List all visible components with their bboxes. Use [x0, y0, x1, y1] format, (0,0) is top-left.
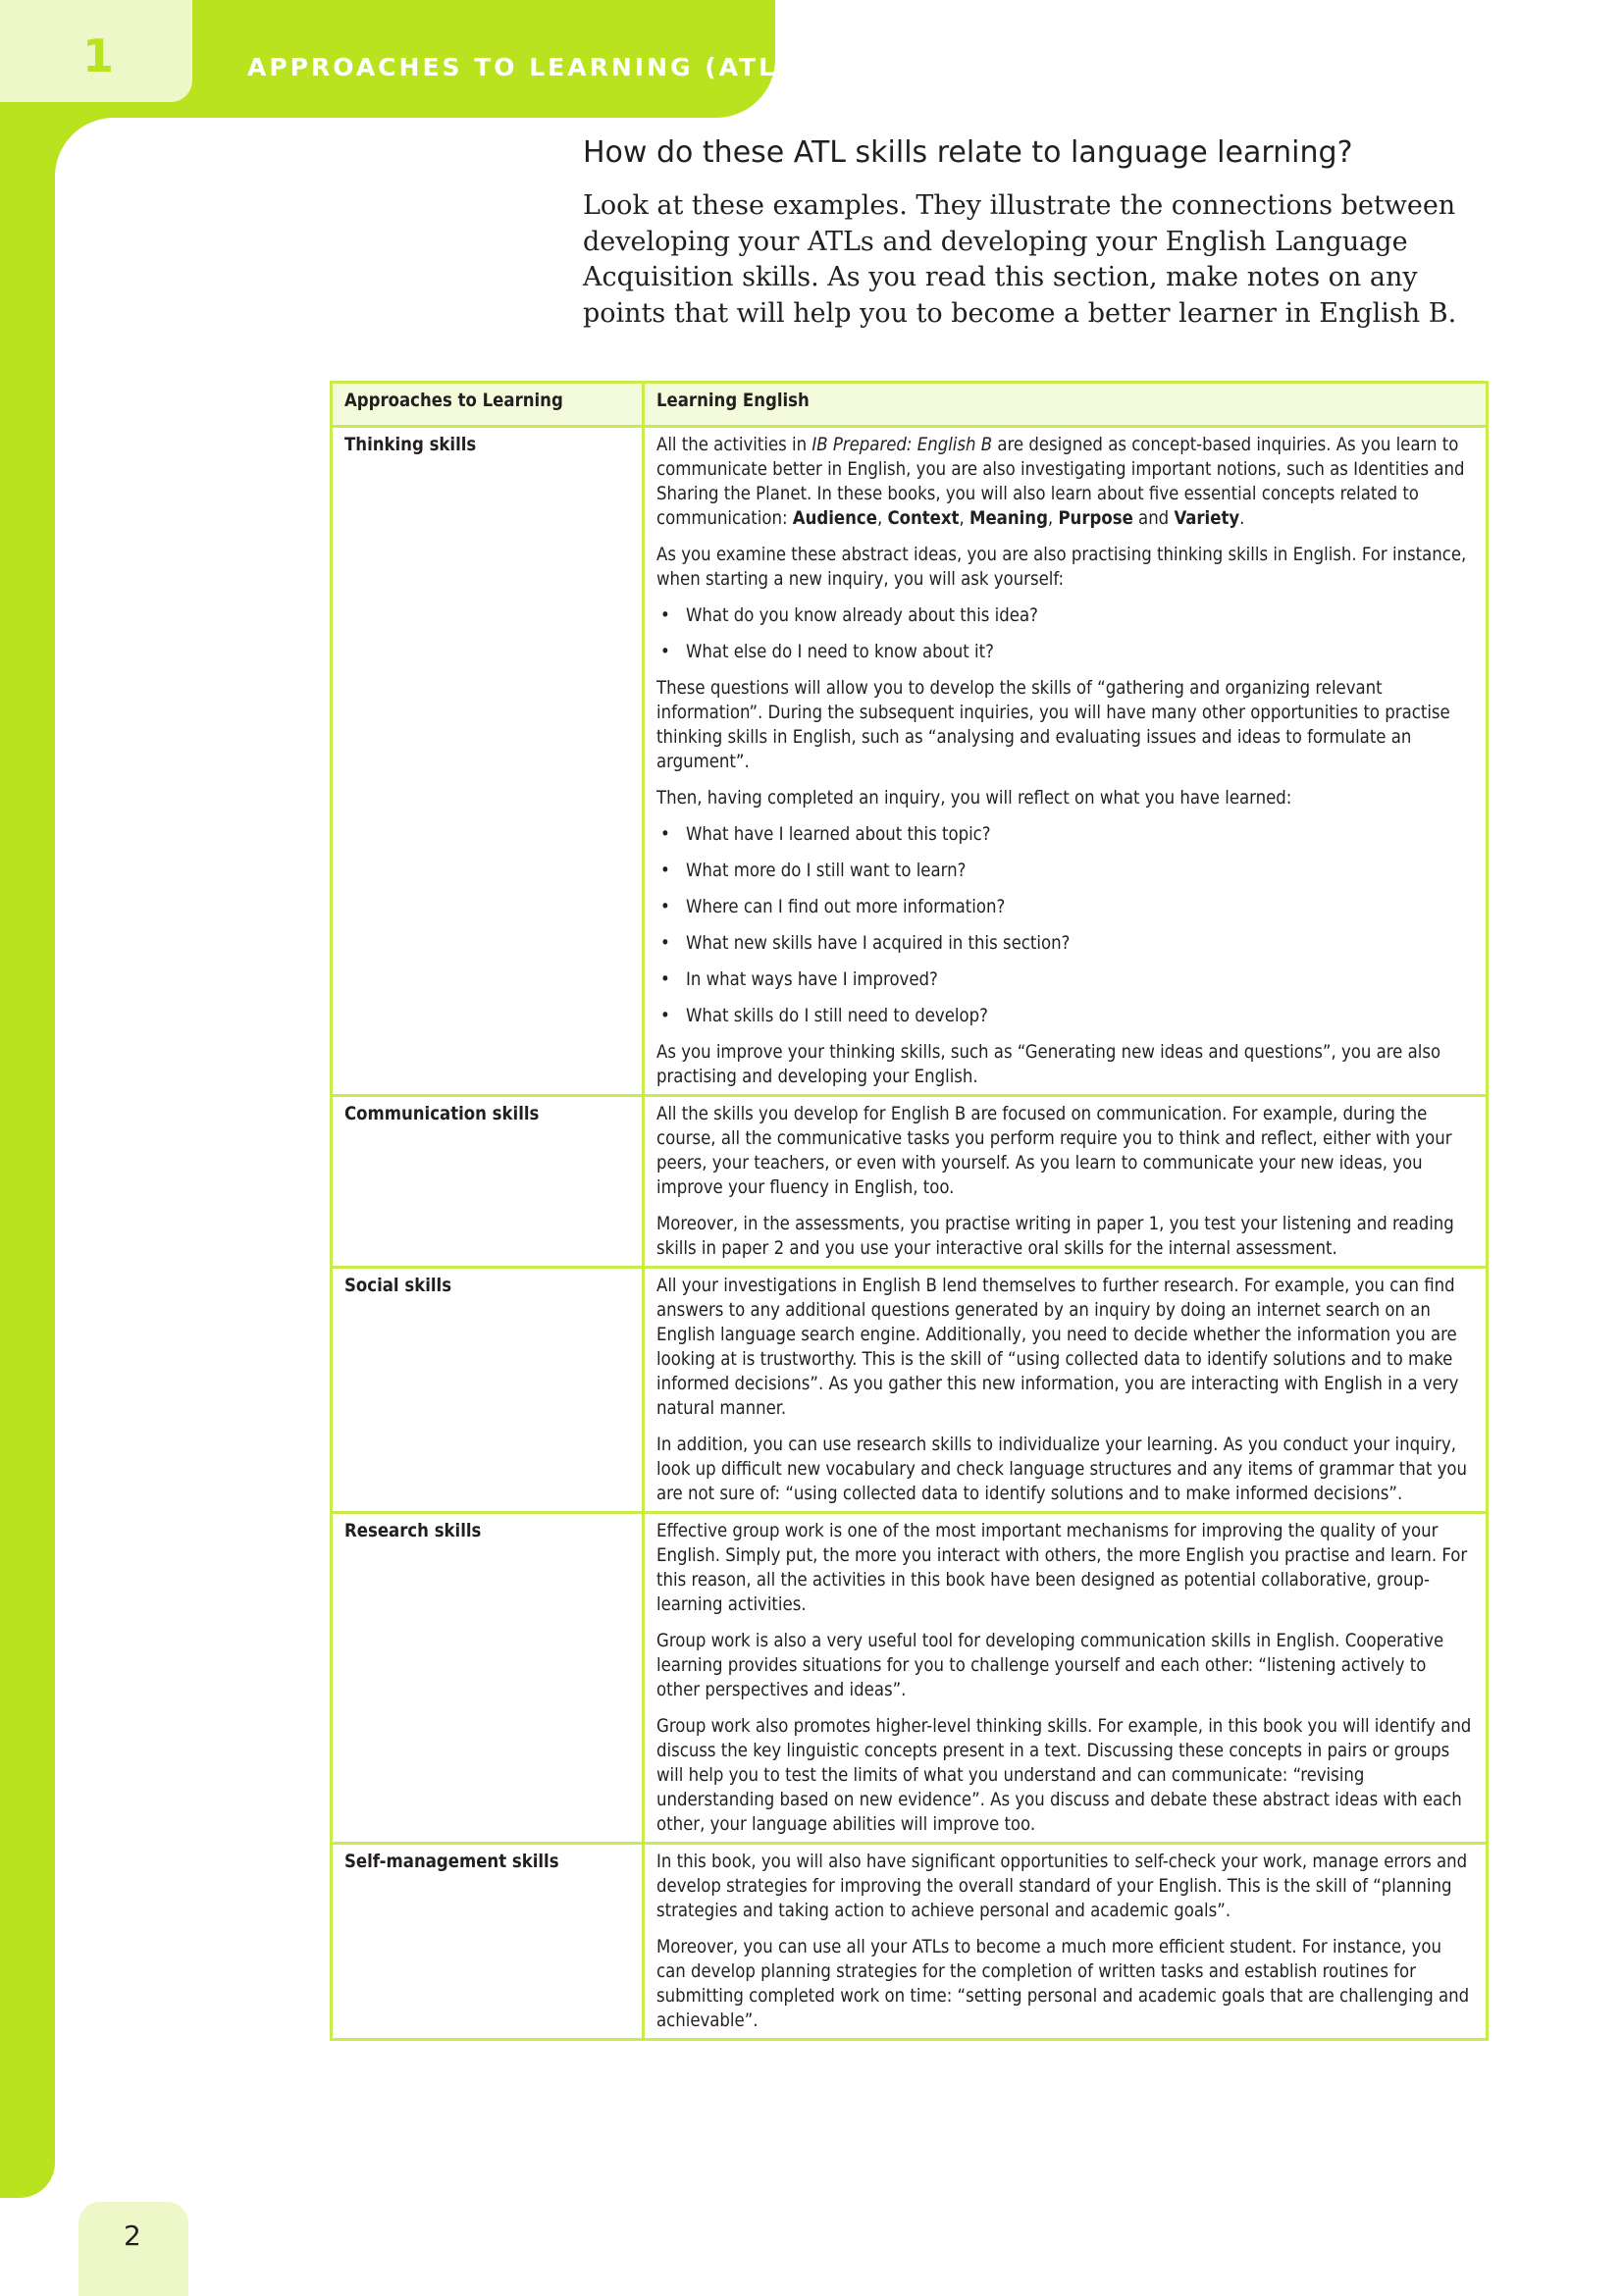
skill-label: Communication skills	[332, 1096, 644, 1268]
table-header-row	[332, 383, 1488, 427]
paragraph: As you examine these abstract ideas, you are also practising thinking skills in English. For instance, when starting a new inquiry, you will ask yourself:	[656, 545, 1467, 590]
skill-description	[644, 1268, 1488, 1513]
reflection-list	[656, 822, 1474, 1028]
chapter-number: 1	[82, 29, 115, 82]
skill-label: Research skills	[332, 1513, 644, 1844]
column-header-approaches: Approaches to Learning	[332, 383, 644, 427]
paragraph: In addition, you can use research skills to individualize your learning. As you conduct your inquiry, look up difficult new vocabulary and check language structures and any items of grammar that you are not sure of: “using collected data to identify solutions and to make informed decisions”.	[656, 1435, 1468, 1504]
chapter-title: APPROACHES TO LEARNING (ATLs)	[247, 53, 810, 81]
paragraph: Group work also promotes higher-level thinking skills. For example, in this book you will identify and discuss the key linguistic concepts present in a text. Discussing these concepts in pairs or groups will help you to test the limits of what you understand and can communicate: “revising understanding based on new evidence”. As you discuss and debate these abstract ideas with each other, your language abilities will improve too.	[656, 1716, 1472, 1835]
paragraph: Group work is also a very useful tool for developing communication skills in English. Cooperative learning provides situations for you to challenge yourself and each other: “listening actively to other perspectives and ideas”.	[656, 1631, 1444, 1700]
skill-description	[644, 1096, 1488, 1268]
question-list	[656, 603, 1474, 664]
skill-label: Thinking skills	[332, 427, 644, 1096]
list-item: • What have I learned about this topic?	[656, 822, 1474, 847]
column-header-learning-english: Learning English	[644, 383, 1488, 427]
list-item: • What else do I need to know about it?	[656, 640, 1474, 664]
table-row-thinking	[332, 427, 1488, 1096]
skill-label: Social skills	[332, 1268, 644, 1513]
list-item: • What new skills have I acquired in this section?	[656, 931, 1474, 956]
table-row-self-management	[332, 1844, 1488, 2040]
skill-description	[644, 1513, 1488, 1844]
skill-description	[644, 1844, 1488, 2040]
list-item: • In what ways have I improved?	[656, 967, 1474, 992]
table-row-research	[332, 1513, 1488, 1844]
paragraph: Moreover, you can use all your ATLs to become a much more efficient student. For instance, you can develop planning strategies for the completion of written tasks and establish routines for submitting completed work on time: “setting personal and academic goals that are challenging and achievable”.	[656, 1937, 1470, 2031]
paragraph: All the skills you develop for English B are focused on communication. For example, during the course, all the communicative tasks you perform require you to think and reflect, either with your peers, your teachers, or even with yourself. As you learn to communicate your new ideas, you improve your fluency in English, too.	[656, 1104, 1452, 1198]
left-green-band	[0, 0, 55, 2198]
table-row-communication	[332, 1096, 1488, 1268]
list-item: • What do you know already about this idea?	[656, 603, 1474, 628]
page-number: 2	[124, 2219, 141, 2252]
paragraph: Moreover, in the assessments, you practise writing in paper 1, you test your listening and reading skills in paper 2 and you use your interactive oral skills for the internal assessment.	[656, 1214, 1454, 1259]
paragraph: In this book, you will also have significant opportunities to self-check your work, manage errors and develop strategies for improving the overall standard of your English. This is the skill of “planning strategies and taking action to achieve personal and academic goals”.	[656, 1852, 1468, 1921]
section-heading: How do these ATL skills relate to language learning?	[583, 135, 1353, 170]
skill-description	[644, 427, 1488, 1096]
paragraph: Effective group work is one of the most important mechanisms for improving the quality of your English. Simply put, the more you interact with others, the more English you practise and learn. For this reason, all the activities in this book have been designed as potential collaborative, group-learning activities.	[656, 1521, 1468, 1615]
table-row-social	[332, 1268, 1488, 1513]
atl-table	[330, 381, 1489, 2041]
paragraph: These questions will allow you to develop the skills of “gathering and organizing relevant information”. During the subsequent inquiries, you will have many other opportunities to practise thinking skills in English, such as “analysing and evaluating issues and ideas to formulate an argument”.	[656, 678, 1450, 772]
paragraph: All your investigations in English B lend themselves to further research. For example, you can find answers to any additional questions generated by an inquiry by doing an internet search on an English language search engine. Additionally, you need to decide whether the information you are looking at is trustworthy. This is the skill of “using collected data to identify solutions and to make informed decisions”. As you gather this new information, you are interacting with English in a very natural manner.	[656, 1276, 1459, 1419]
paragraph: As you improve your thinking skills, such as “Generating new ideas and questions”, you are also practising and developing your English.	[656, 1042, 1441, 1087]
paragraph: Then, having completed an inquiry, you will reflect on what you have learned:	[656, 788, 1292, 809]
list-item: • Where can I find out more information?	[656, 895, 1474, 919]
skill-label: Self-management skills	[332, 1844, 644, 2040]
paragraph: All the activities in IB Prepared: English B are designed as concept-based inquiries. As you learn to communicate better in English, you are also investigating important notions, such as Identities and Sharing the Planet. In these books, you will also learn about five essential concepts related to communication: Audience, Context, Meaning, Purpose and Variety.	[656, 435, 1465, 529]
band-corner-cut	[55, 118, 173, 235]
list-item: • What skills do I still need to develop?	[656, 1004, 1474, 1028]
intro-paragraph: Look at these examples. They illustrate the connections between developing your ATLs and developing your English Language Acquisition skills. As you read this section, make notes on any points that will help you to become a better learner in English B.	[583, 190, 1457, 329]
list-item: • What more do I still want to learn?	[656, 859, 1474, 883]
